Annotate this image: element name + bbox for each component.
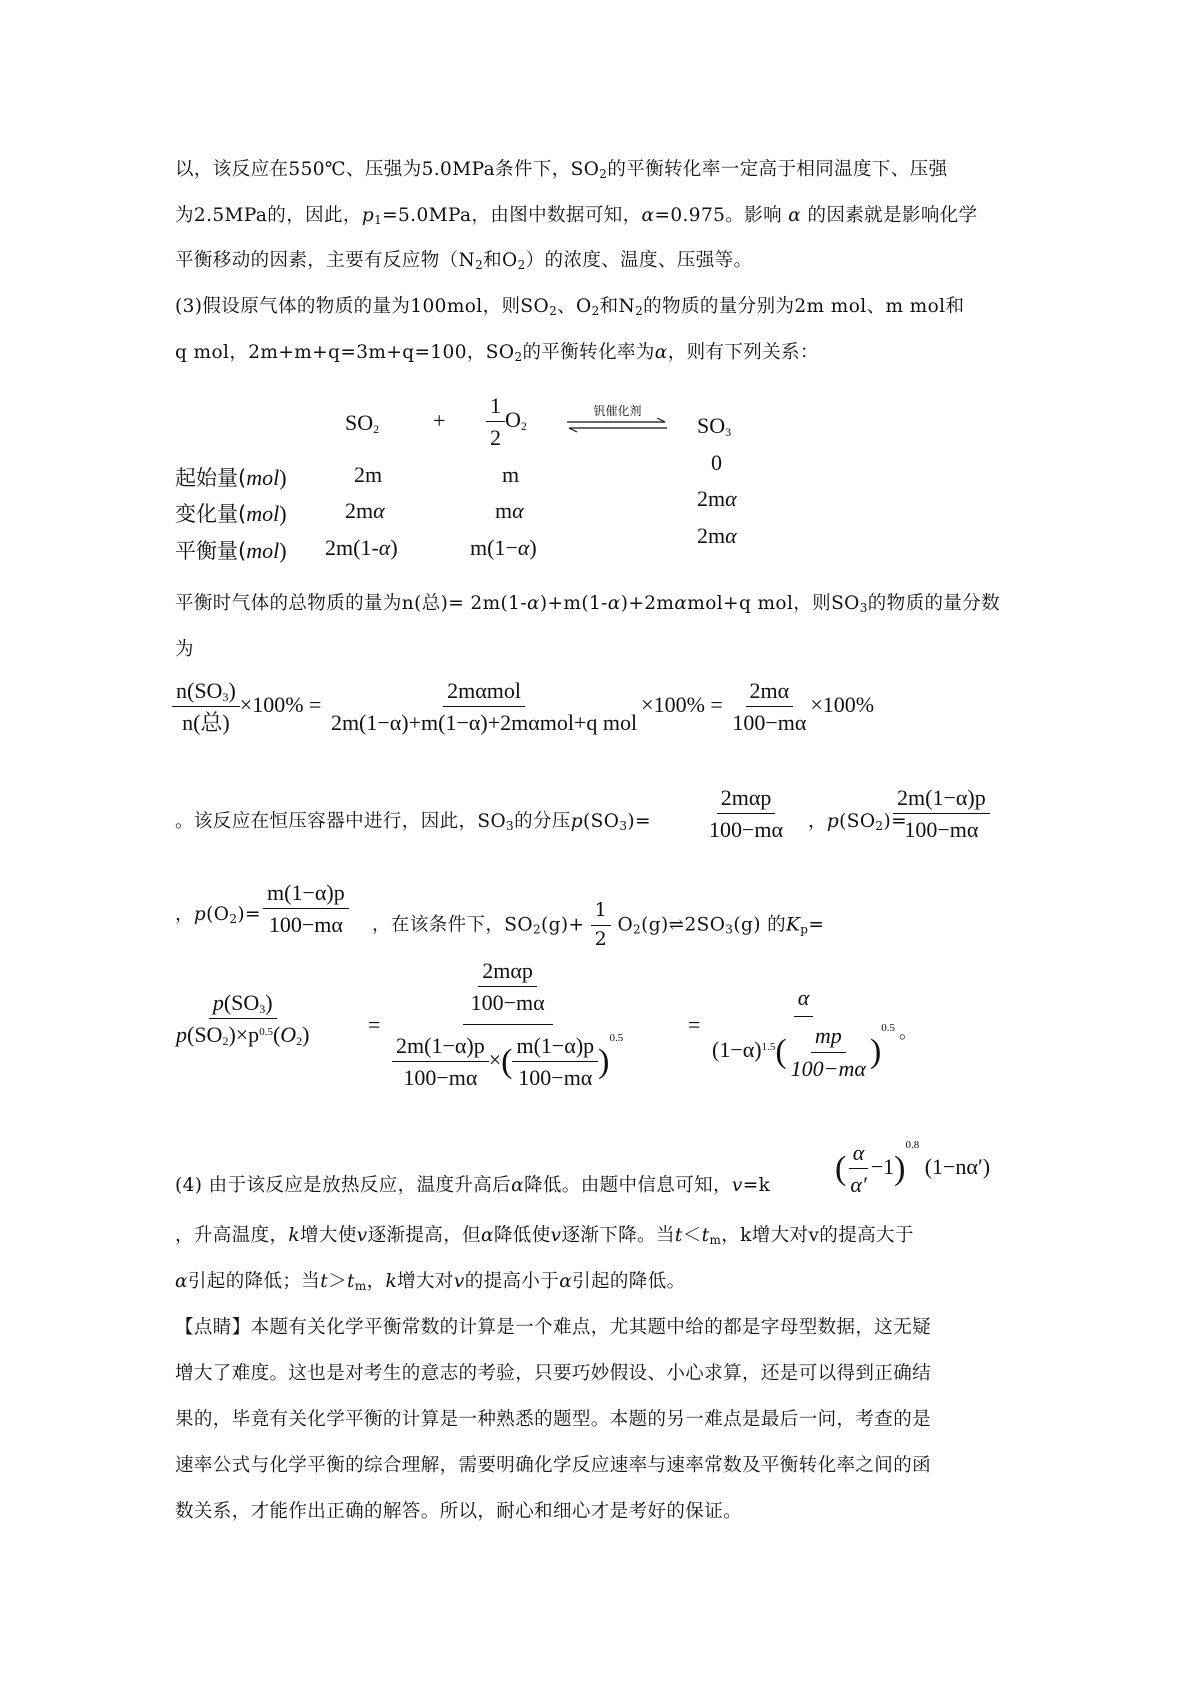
row-change-label: 变化量(mol) [175,501,287,526]
text-line-partial-pressure: 。该反应在恒压容器中进行，因此，$SO_3$的分压$p(SO_3)=$ [175,811,651,833]
dianjing-line-1: 【点睛】本题有关化学平衡常数的计算是一个难点，尤其题中给的都是字母型数据，这无疑 [175,1317,932,1338]
text-line-3: 平衡移动的因素，主要有反应物（$N_2$和$O_2$）的浓度、温度、压强等。 [175,250,753,272]
text-p-so2-label: ，$p(SO_2)=$ [808,811,907,833]
text-kp-condition: ，在该条件下，$SO_2(g)+$ $\frac{1}{2}$ $O_2(g)\rightleftharpoons 2SO_3(g)$ 的$K_p=$ [372,899,825,950]
dianjing-line-5: 数关系，才能作出正确的解答。所以，耐心和细心才是考好的保证。 [175,1501,743,1522]
equilibrium-arrow [565,402,670,432]
p-o2-fraction: $\frac{m(1-\alpha)p}{100-m\alpha}$ [263,880,349,938]
text-line-wei: 为 [175,639,194,660]
equilibrium-so3: 2mα [697,523,737,548]
p-so2-fraction: $\frac{2m(1-\alpha)p}{100-m\alpha}$ [893,785,990,843]
kp-expression-right: α $(1-\alpha)^{1.5}$( $\frac{mp}{100-m\alpha}$ )$^{0.5}$ 。 [712,985,918,1081]
change-o2: mα [495,498,524,523]
equilibrium-o2: m(1−α) [470,535,537,560]
initial-so3: 0 [711,450,722,475]
row-initial-label: 起始量(mol) [175,465,287,490]
p-so3-fraction: $\frac{\text{2mαp}}{100-m\alpha}$ [709,785,784,843]
catalyst-label: 钒催化剂 [593,404,642,418]
row-equilibrium-label: 平衡量(mol) [175,538,287,563]
plus-sign: + [433,408,446,433]
text-line-rate-1: ，升高温度，k增大使v逐渐提高，但α降低使v逐渐下降。当$t<t_m$，k增大对v的提高大于 [175,1225,914,1247]
text-line-part4: (4) 由于该反应是放热反应，温度升高后α降低。由题中信息可知，v=k [175,1175,771,1196]
rate-equation: ( $\frac{\alpha}{\alpha'}$ −1)$^{0.8}$ (1−nα′) [835,1138,991,1198]
reactant-so2: $SO_2$ [345,410,380,436]
change-so2: 2mα [345,498,385,523]
text-line-5: q mol，2m+m+q=3m+q=100，$SO_2$的平衡转化率为α，则有下列关系： [175,342,819,364]
dianjing-line-2: 增大了难度。这也是对考生的意志的考验，只要巧妙假设、小心求算，还是可以得到正确结 [175,1363,932,1384]
product-so3: $SO_3$ [697,413,732,439]
kp-expression-left: $\frac{p(SO_3)}{p(SO_2)\times p^{0.5}(O_2)}$ [176,990,310,1049]
text-line-rate-2: α引起的降低；当$t>t_m$，k增大对v的提高小于α引起的降低。 [175,1271,686,1293]
half-coefficient: $\frac{1}{2}$ $O_2$ [486,393,527,451]
initial-so2: 2m [354,462,383,487]
initial-o2: m [502,462,520,487]
text-line-total-moles: 平衡时气体的总物质的量为n(总)= 2m(1-α)+m(1-α)+2mαmol+q mol，则$SO_3$的物质的量分数 [175,593,1001,615]
dianjing-line-4: 速率公式与化学平衡的综合理解，需要明确化学反应速率与速率常数及平衡转化率之间的函 [175,1455,932,1476]
text-line-1: 以，该反应在550℃、压强为5.0MPa条件下，$SO_2$的平衡转化率一定高于相同温度下、压强 [175,159,948,181]
kp-equals-1: = [368,1012,381,1037]
mole-fraction-formula: $\frac{n(SO_3)}{\text{n(总)}}$ ×100% = $\frac{\text{2mαmol}}{\text{2m(1−α)+m(1−α)+2mαmol+q mol}}$ ×100% = $\frac{2m\alpha}{100-m\alpha}$ ×100% [172,678,874,736]
kp-expression-middle: $\frac{\text{2mαp}}{100-m\alpha}$ $\frac{2m(1-\alpha)p}{100-m\alpha}$ ×( $\frac{m(1-\alpha)p}{100-m\alpha}$ )$^{0.5}$ [388,958,627,1090]
dianjing-line-3: 果的，毕竟有关化学平衡的计算是一种熟悉的题型。本题的另一难点是最后一问，考查的是 [175,1409,932,1430]
text-line-4: (3)假设原气体的物质的量为100mol，则$SO_2$、$O_2$和$N_2$的物质的量分别为2m mol、m mol和 [175,296,965,318]
change-so3: 2mα [697,486,737,511]
equilibrium-so2: 2m(1-α) [325,535,398,560]
kp-equals-2: = [688,1012,701,1037]
text-line-2: 为2.5MPa的，因此，$p_1=5.0MPa$，由图中数据可知，α=0.975。影响 α 的因素就是影响化学 [175,205,978,227]
reversible-arrow-icon [565,418,670,434]
text-p-o2-label: ，$p(O_2)=$ [175,904,261,926]
